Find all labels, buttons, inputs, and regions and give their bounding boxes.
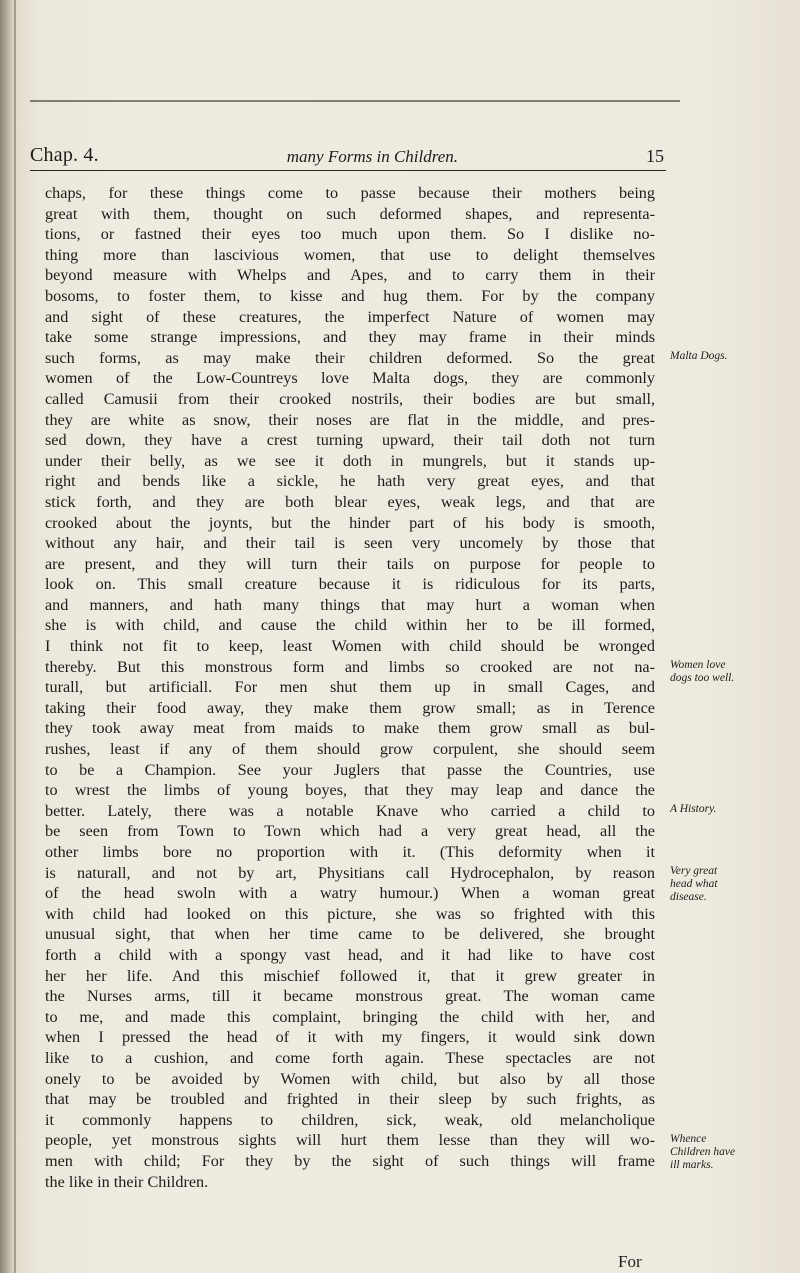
text-line: when I pressed the head of it with my fingers, it would sink down [45, 1028, 655, 1047]
margin-note: Whence Children have ill marks. [670, 1132, 736, 1171]
text-line: her her life. And this mischief followed it, that it grew greater in [45, 966, 655, 985]
text-line: turall, but artificiall. For men shut them up in small Cages, and [45, 678, 655, 697]
text-line: to me, and made this complaint, bringing the child with her, and [45, 1007, 655, 1026]
text-line: it commonly happens to children, sick, weak, old melancholique [45, 1110, 655, 1129]
header-rule [30, 170, 666, 171]
text-line: under their belly, as we see it doth in mungrels, but it stands up- [45, 451, 655, 470]
text-line: without any hair, and their tail is seen very uncomely by those that [45, 534, 655, 553]
gutter-line [14, 0, 16, 1273]
text-line: they took away meat from maids to make them grow small as bul- [45, 719, 655, 738]
text-line: to be a Champion. See your Juglers that passe the Countries, use [45, 760, 655, 779]
page-gutter [0, 0, 14, 1273]
page-header [30, 135, 664, 167]
running-title: many Forms in Children. [286, 147, 459, 166]
text-line: that may be troubled and frighted in their sleep by such frights, as [45, 1090, 655, 1109]
text-line: I think not fit to keep, least Women with child should be wronged [45, 637, 655, 656]
text-line: sed down, they have a crest turning upward, their tail doth not turn [45, 431, 655, 450]
text-line: the Nurses arms, till it became monstrous great. The woman came [45, 987, 655, 1006]
margin-note: Women love dogs too well. [670, 658, 735, 684]
chapter-label: Chap. 4. [30, 144, 99, 166]
text-line: other limbs bore no proportion with it. (This deformity when it [45, 843, 655, 861]
text-line: right and bends like a sickle, he hath very great eyes, and that [45, 472, 655, 491]
text-line: she is with child, and cause the child within her to be ill formed, [45, 616, 655, 635]
text-line: crooked about the joynts, but the hinder part of his body is smooth, [45, 513, 655, 532]
margin-note: A History. [670, 803, 717, 815]
text-line: and manners, and hath many things that may hurt a woman when [45, 595, 655, 614]
text-line: take some strange impressions, and they may frame in their minds [45, 328, 655, 347]
text-line: the like in their Children. [45, 1172, 209, 1191]
text-line: beyond measure with Whelps and Apes, and to carry them in their [45, 266, 655, 285]
text-line: and sight of these creatures, the imperfect Nature of women may [45, 307, 655, 326]
text-line: rushes, least if any of them should grow corpulent, she should seem [45, 740, 655, 759]
text-line: stick forth, and they are both blear eyes, weak legs, and that are [45, 492, 655, 511]
text-line: taking their food away, they make them grow small; as in Terence [45, 698, 655, 717]
text-line: women of the Low-Countreys love Malta dogs, they are commonly [45, 369, 655, 388]
text-line: bosoms, to foster them, to kisse and hug them. For by the company [45, 286, 655, 305]
text-line: to wrest the limbs of young boyes, that they may leap and dance the [45, 781, 655, 800]
top-edge-rule [30, 100, 680, 102]
text-line: people, yet monstrous sights will hurt them lesse than they will wo- [45, 1131, 655, 1150]
text-line: men with child; For they by the sight of such things will frame [45, 1151, 655, 1170]
text-line: chaps, for these things come to passe because their mothers being [45, 184, 655, 202]
text-line: look on. This small creature because it is ridiculous for its parts, [45, 575, 655, 594]
text-line: unusual sight, that when her time came to be delivered, she brought [45, 925, 655, 944]
text-line: better. Lately, there was a notable Knave who carried a child to [45, 801, 655, 820]
body-text [45, 183, 655, 1192]
text-line: is naturall, and not by art, Physitians call Hydrocephalon, by reason [45, 863, 655, 882]
text-line: are present, and they will turn their tails on purpose for people to [45, 554, 655, 573]
text-line: with child had looked on this picture, she was so frighted with this [45, 904, 655, 923]
text-line: forth a child with a spongy vast head, and it had like to have cost [45, 945, 655, 964]
text-line: thing more than lascivious women, that use to delight themselves [45, 245, 655, 264]
text-line: thereby. But this monstrous form and limbs so crooked are not na- [45, 657, 655, 676]
text-line: they are white as snow, their noses are flat in the middle, and pres- [45, 410, 655, 429]
page-number: 15 [646, 146, 664, 166]
catchword: For [618, 1252, 642, 1271]
margin-note: Malta Dogs. [670, 349, 728, 362]
text-line: such forms, as may make their children deformed. So the great [45, 348, 655, 367]
text-line: onely to be avoided by Women with child, but also by all those [45, 1069, 655, 1088]
text-line: be seen from Town to Town which had a very great head, all the [45, 822, 655, 841]
text-line: called Camusii from their crooked nostrils, their bodies are but small, [45, 389, 655, 408]
margin-note: Very great head what disease. [670, 864, 718, 903]
text-line: of the head swoln with a watry humour.) When a woman great [45, 884, 655, 903]
text-line: tions, or fastned their eyes too much upon them. So I dislike no- [45, 225, 655, 244]
text-line: great with them, thought on such deformed shapes, and representa- [45, 204, 655, 223]
text-line: like to a cushion, and come forth again. These spectacles are not [45, 1048, 655, 1067]
